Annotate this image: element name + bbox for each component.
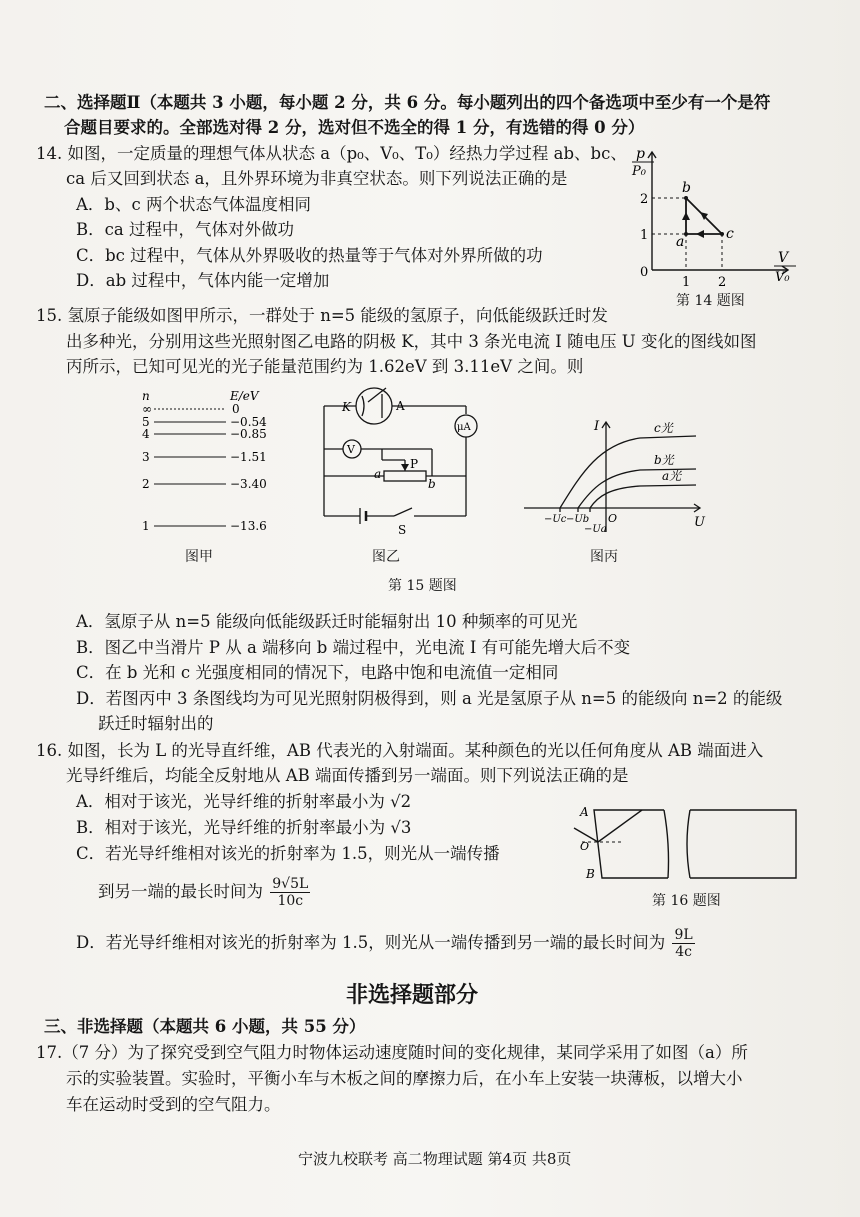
q15-energy-level-diagram — [130, 386, 280, 546]
page-footer: 宁波九校联考 高二物理试题 第4页 共8页 — [298, 1150, 572, 1168]
q15-fig-a-caption: 图甲 — [185, 549, 213, 565]
q14-stem-1: 14. 如图，一定质量的理想气体从状态 a（p₀、V₀、T₀）经热力学过程 ab、bc、 — [36, 144, 627, 163]
q16-option-d-numerator: 9L — [674, 927, 693, 943]
q16-label-a: A — [580, 805, 589, 819]
level-n-3: 3 — [142, 450, 150, 464]
level-e-1: −13.6 — [230, 519, 267, 533]
iv-series-a: a光 — [662, 469, 682, 483]
section3-heading: 三、非选择题（本题共 6 小题，共 55 分） — [44, 1017, 366, 1036]
iv-axis-i: I — [594, 419, 600, 434]
q14-ylabel-den: P₀ — [632, 164, 646, 179]
q14-xlabel-num: V — [778, 250, 789, 266]
q15-stem-3: 丙所示，已知可见光的光子能量范围约为 1.62eV 到 3.11eV 之间。则 — [66, 357, 584, 376]
circuit-label-s: S — [398, 523, 407, 537]
q15-stem-1: 15. 氢原子能级如图甲所示，一群处于 n=5 能级的氢原子，向低能级跃迁时发 — [36, 306, 608, 325]
q16-option-c-2 — [98, 876, 312, 909]
q14-origin: 0 — [640, 265, 649, 280]
q17-line-1: 17.（7 分）为了探究受到空气阻力时物体运动速度随时间的变化规律，某同学采用了如图（a）所 — [36, 1043, 748, 1062]
level-e-2: −3.40 — [230, 477, 267, 491]
q15-circuit-diagram — [302, 380, 502, 545]
q17-line-2: 示的实验装置。实验时，平衡小车与木板之间的摩擦力后，在小车上安装一块薄板，以增大小 — [66, 1069, 743, 1088]
iv-series-b: b光 — [654, 453, 674, 467]
q14-stem-2: ca 后又回到状态 a，且外界环境为非真空状态。则下列说法正确的是 — [66, 169, 568, 188]
q16-option-c-numerator: 9√5L — [272, 876, 309, 892]
level-n-inf: ∞ — [142, 402, 152, 416]
q15-option-a: A．氢原子从 n=5 能级向低能级跃迁时能辐射出 10 种频率的可见光 — [76, 612, 578, 631]
circuit-microammeter: μA — [457, 422, 471, 433]
circuit-voltmeter: V — [347, 443, 355, 456]
iv-tick-ua: −Ua — [584, 524, 607, 535]
q14-tick-y2: 2 — [640, 192, 649, 207]
iv-series-c: c光 — [654, 421, 673, 435]
q14-ylabel-num: p — [636, 146, 645, 162]
q14-state-a: a — [676, 234, 685, 250]
q14-option-a: A．b、c 两个状态气体温度相同 — [76, 195, 311, 214]
q16-option-d-fraction — [672, 927, 694, 960]
level-e-3: −1.51 — [230, 450, 267, 464]
q16-fiber-diagram — [572, 800, 812, 890]
q16-option-c-denominator: 10c — [277, 893, 304, 909]
q16-option-c-text: 到另一端的最长时间为 — [98, 882, 263, 901]
level-n-2: 2 — [142, 477, 150, 491]
level-n-5: 5 — [142, 415, 150, 429]
iv-tick-uc: −Uc — [544, 514, 567, 525]
level-e-4: −0.85 — [230, 427, 267, 441]
q14-tick-x2: 2 — [718, 275, 727, 290]
level-n-head: n — [142, 389, 150, 403]
q15-option-c: C．在 b 光和 c 光强度相同的情况下，电路中饱和电流值一定相同 — [76, 663, 559, 682]
q15-iv-graph — [520, 412, 710, 542]
level-e-head: E/eV — [230, 389, 259, 403]
q16-label-b: B — [586, 867, 595, 881]
level-e-inf: 0 — [232, 402, 240, 416]
q16-caption: 第 16 题图 — [652, 893, 721, 909]
q16-option-c-fraction — [270, 876, 310, 909]
circuit-label-a-end: a — [374, 467, 382, 481]
q14-tick-x1: 1 — [682, 275, 691, 290]
q15-fig-c-caption: 图丙 — [590, 549, 618, 565]
level-n-4: 4 — [142, 427, 150, 441]
iv-tick-ub: −Ub — [566, 514, 590, 525]
q17-line-3: 车在运动时受到的空气阻力。 — [66, 1095, 281, 1114]
q14-option-d: D．ab 过程中，气体内能一定增加 — [76, 271, 330, 290]
q15-option-d-1: D．若图丙中 3 条图线均为可见光照射阴极得到，则 a 光是氢原子从 n=5 的能级向 n=2 的能级 — [76, 689, 783, 708]
q14-tick-y1: 1 — [640, 228, 649, 243]
q15-stem-2: 出多种光，分别用这些光照射图乙电路的阴极 K，其中 3 条光电流 I 随电压 U 变化的图线如图 — [66, 332, 757, 351]
q14-option-c: C．bc 过程中，气体从外界吸收的热量等于气体对外界所做的功 — [76, 246, 543, 265]
q16-stem-1: 16. 如图，长为 L 的光导直纤维，AB 代表光的入射端面。某种颜色的光以任何角度从 AB 端面进入 — [36, 741, 764, 760]
section2-line2: 合题目要求的。全部选对得 2 分，选对但不选全的得 1 分，有选错的得 0 分） — [64, 118, 645, 137]
q14-state-c: c — [726, 226, 734, 242]
circuit-label-p: P — [410, 457, 419, 471]
q16-option-d — [76, 927, 697, 960]
q16-option-d-text: D．若光导纤维相对该光的折射率为 1.5，则光从一端传播到另一端的最长时间为 — [76, 933, 666, 952]
iv-origin: O — [608, 512, 618, 525]
circuit-label-a: A — [396, 399, 405, 413]
level-n-1: 1 — [142, 519, 150, 533]
q14-option-b: B．ca 过程中，气体对外做功 — [76, 220, 294, 239]
q16-option-a: A．相对于该光，光导纤维的折射率最小为 √2 — [76, 792, 412, 811]
iv-axis-u: U — [694, 515, 705, 530]
q15-fig-b-caption: 图乙 — [372, 549, 400, 565]
q16-option-d-denominator: 4c — [675, 944, 692, 960]
section2-line1: 二、选择题Ⅱ（本题共 3 小题，每小题 2 分，共 6 分。每小题列出的四个备选项中至少有一个是符 — [44, 93, 771, 112]
q16-stem-2: 光导纤维后，均能全反射地从 AB 端面传播到另一端面。则下列说法正确的是 — [66, 766, 629, 785]
part2-heading: 非选择题部分 — [346, 983, 479, 1008]
q14-xlabel-den: V₀ — [775, 270, 790, 285]
circuit-label-k: K — [342, 400, 351, 414]
q16-label-o: O — [580, 840, 590, 853]
circuit-label-b-end: b — [428, 477, 436, 491]
q16-option-c-1: C．若光导纤维相对该光的折射率为 1.5，则光从一端传播 — [76, 844, 500, 863]
q15-caption: 第 15 题图 — [388, 578, 457, 594]
q14-pv-diagram — [630, 142, 800, 312]
q15-option-b: B．图乙中当滑片 P 从 a 端移向 b 端过程中，光电流 I 有可能先增大后不变 — [76, 638, 631, 657]
q14-state-b: b — [682, 180, 691, 196]
level-e-5: −0.54 — [230, 415, 267, 429]
q14-caption: 第 14 题图 — [676, 293, 745, 309]
q15-option-d-2: 跃迁时辐射出的 — [98, 714, 214, 733]
q16-option-b: B．相对于该光，光导纤维的折射率最小为 √3 — [76, 818, 412, 837]
